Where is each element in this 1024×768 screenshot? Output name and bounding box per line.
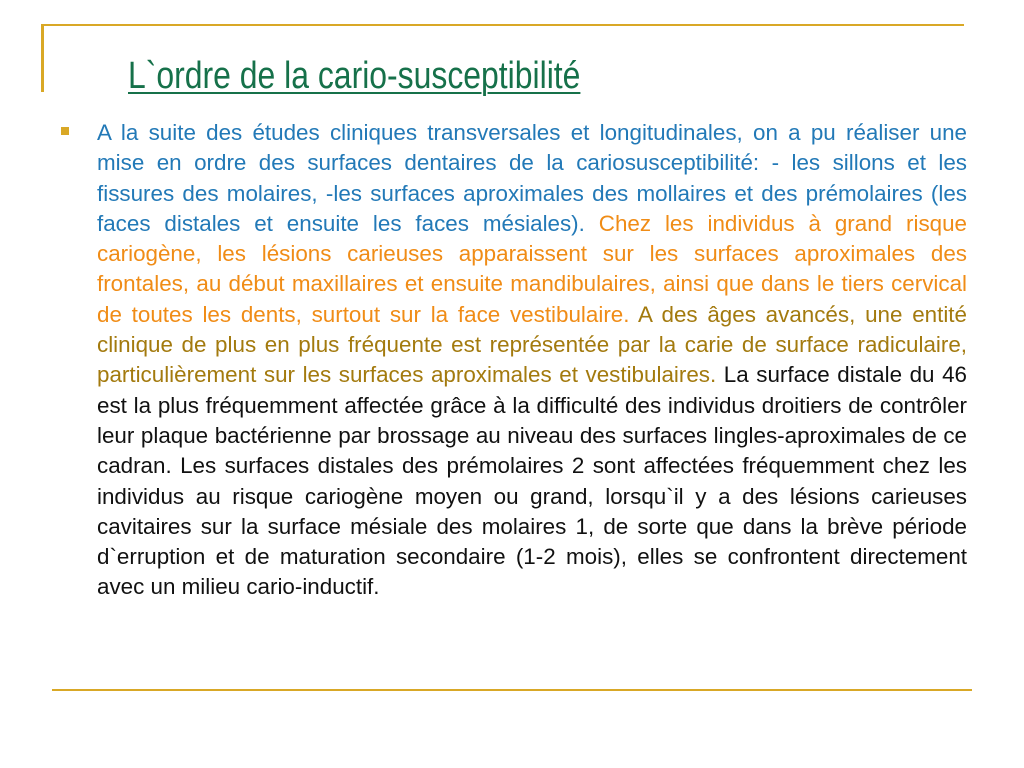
bottom-divider-line (52, 689, 972, 691)
paragraph-segment-orange: Chez les individus à grand risque cariogène, les lésions carieuses apparaissent sur les surfaces aproximales des frontales, au début maxillaires et ensuite mandibulaires, ainsi que dans le tiers cervical de toutes les dents, surtout sur la face vestibulaire. (97, 210, 967, 327)
paragraph-segment-blue: A la suite des études cliniques transversales et longitudinales, on a pu réaliser une mise en ordre des surfaces dentaires de la cariosusceptibilité: - les sillons et les fissures des molaires, -les surfaces aproximales des mollaires et des prémolaires (les faces distales et ensuite les faces mésiales). (97, 120, 967, 236)
bullet-paragraph (97, 118, 967, 603)
paragraph-segment-black: La surface distale du 46 est la plus fréquemment affectée grâce à la difficulté des individus droitiers de contrôler leur plaque bactérienne par brossage au niveau des surfaces lingles-aproximales de ce cadran. Les surfaces distales des prémolaires 2 sont affectées fréquemment chez les individus au risque cariogène moyen ou grand, lorsqu`il y a des lésions carieuses cavitaires sur la surface mésiale des molaires 1, de sorte que dans la brève période d`erruption et de maturation secondaire (1-2 mois), elles se confrontent directement avec un milieu cario-inductif. (97, 362, 967, 600)
slide-title: L`ordre de la cario-susceptibilité (128, 55, 581, 97)
bullet-square-icon (61, 127, 69, 135)
top-divider-line (44, 24, 964, 26)
paragraph-segment-brown: A des âges avancés, une entité clinique de plus en plus fréquente est représentée par la carie de surface radiculaire, particulièrement sur les surfaces aproximales et vestibulaires. (97, 301, 967, 388)
left-divider-line (41, 24, 44, 92)
